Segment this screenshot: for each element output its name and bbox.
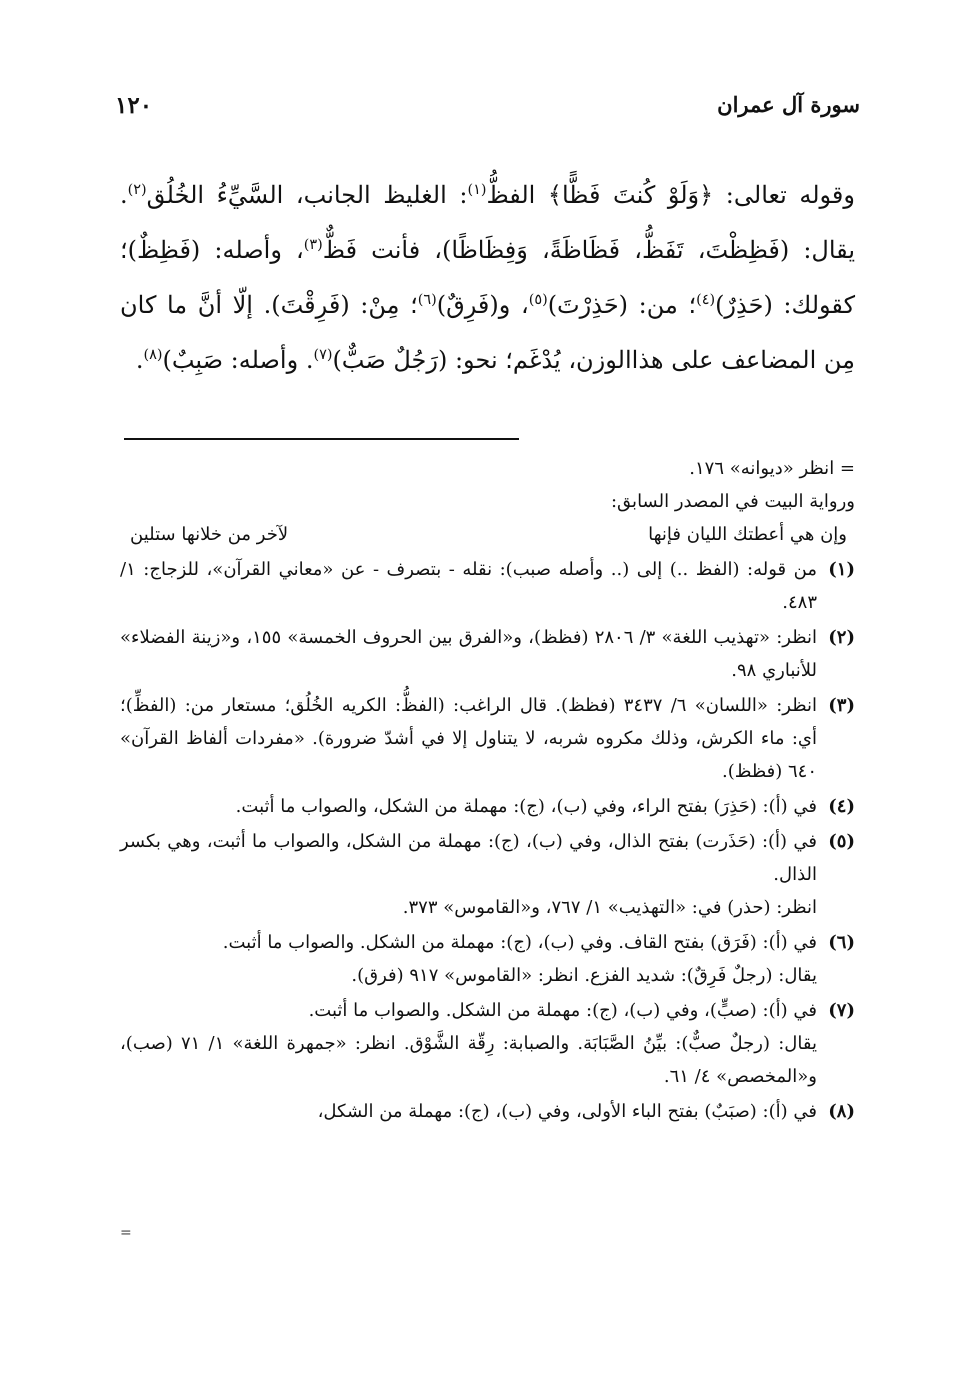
main-text-segment: ، و(فَرِقٌ) bbox=[436, 291, 529, 319]
footnote-ref[interactable]: (٥) bbox=[528, 292, 548, 308]
main-text bbox=[120, 168, 855, 388]
footnote-text: انظر: «تهذيب اللغة» ٣/ ٢٨٠٦ (فظظ)، و«الفرق بين الحروف الخمسة» ١٥٥، و«زينة الفضلاء» للأنباري ٩٨. bbox=[120, 627, 817, 681]
footnote-ref[interactable]: (٢) bbox=[127, 182, 147, 198]
main-text-segment: . وأصله: صَبِبٌ) bbox=[162, 346, 314, 374]
main-text-segment: . يقال: (فَظِظْتَ، تَفَظُّ، فَظَاظَةً، وَفِظَاظًا)، فأنت فَظٌّ bbox=[120, 181, 855, 264]
footnote-number: (٣) bbox=[828, 695, 855, 716]
footnote-number: (٨) bbox=[828, 1101, 855, 1122]
footnote-text: في (أ): (حَذَرت) بفتح الذال، وفي (ب)، (ج): مهملة من الشكل، والصواب ما أثبت، وهي بكسر الذال. bbox=[120, 831, 817, 885]
continuation-mark: = bbox=[120, 1225, 132, 1241]
continuation-line: ورواية البيت في المصدر السابق: bbox=[610, 491, 855, 512]
footnote-text: انظر: (حذر) في: «التهذيب» ١/ ٧٦٧، و«القاموس» ٣٧٣. bbox=[402, 897, 817, 918]
main-text-segment: . bbox=[135, 346, 144, 374]
footnote-text: انظر: «اللسان» ٦/ ٣٤٣٧ (فظظ). قال الراغب: (الفظُّ: الكريه الخُلُق؛ مستعار من: (الفظِّ)؛ أي: ماء الكرش، وذلك مكروه شربه، لا يتناول إلا في أشدّ ضرورة). «مفردات ألفاظ القرآن» ٦٤٠ (فظظ). bbox=[120, 695, 817, 782]
footnote bbox=[120, 689, 855, 788]
footnote-text: يقال: (رجلٌ صبٌّ): بيِّنُ الصَّبَابَة. والصبابة: رِقّة الشَّوْق. انظر: «جمهرة اللغة» ١/ ٧١ (صب)، و«المخصص» ٤/ ٦١. bbox=[120, 1033, 817, 1087]
footnote-separator bbox=[124, 438, 519, 440]
footnote bbox=[120, 621, 855, 687]
footnote-ref[interactable]: (٧) bbox=[313, 347, 333, 363]
footnote bbox=[120, 790, 855, 823]
footnote-number: (٤) bbox=[828, 796, 855, 817]
footnote-number: (٧) bbox=[828, 1000, 855, 1021]
main-text-segment: : الغليظ الجانب، السَّيِّءُ الخُلُق bbox=[146, 181, 468, 209]
footnote-text: في (أ): (حَذِرَ) بفتح الراء، وفي (ب)، (ج): مهملة من الشكل، والصواب ما أثبت. bbox=[235, 796, 817, 817]
footnote-number: (٦) bbox=[828, 932, 855, 953]
footnote-ref[interactable]: (٨) bbox=[143, 347, 163, 363]
footnote-text: في (أ): (فَرَق) بفتح القاف. وفي (ب)، (ج): مهملة من الشكل. والصواب ما أثبت. bbox=[222, 932, 817, 953]
continuation-line: = انظر «ديوانه» ١٧٦. bbox=[689, 458, 855, 479]
main-text-segment: ، وأصله: (فَظِظٌ)؛ كقولك: (حَذِرٌ) bbox=[120, 236, 855, 319]
footnote-text: في (أ): (صبٍّ)، وفي (ب)، (ج): مهملة من الشكل. والصواب ما أثبت. bbox=[308, 1000, 817, 1021]
footnote-text: يقال: (رجلٌ فَرِقٌ): شديد الفزع. انظر: «القاموس» ٩١٧ (فرق). bbox=[351, 965, 817, 986]
footnote-number: (٥) bbox=[828, 831, 855, 852]
footnote-ref[interactable]: (١) bbox=[467, 182, 487, 198]
page-header bbox=[115, 92, 860, 132]
footnote-ref[interactable]: (٤) bbox=[696, 292, 716, 308]
footnote-continuation bbox=[120, 452, 855, 551]
verse-hemistich-second: لآخر من خلانها ستلين bbox=[130, 524, 289, 545]
footnote bbox=[120, 825, 855, 924]
main-text-segment: وقوله تعالى: ﴿وَلَوْ كُنتَ فَظًّا﴾ الفظُّ bbox=[486, 181, 855, 209]
main-text-segment: ؛ مِنْ: (فَرِقْتَ). إلّا أنَّ ما كان مِن المضاعف على هذاالوزن، يُدْغَم؛ نحو: (رَجُلٌ صَبٌّ) bbox=[120, 291, 855, 374]
poetry-verse bbox=[120, 518, 855, 551]
footnote bbox=[120, 553, 855, 619]
footnote bbox=[120, 1095, 855, 1128]
footnote-ref[interactable]: (٦) bbox=[417, 292, 437, 308]
footnote-number: (١) bbox=[828, 559, 855, 580]
main-text-segment: ؛ من: (حَذِرْتَ) bbox=[547, 291, 697, 319]
footnote-text: من قوله: (الفظ ..) إلى (.. وأصله صبب): نقله - بتصرف - عن «معاني القرآن»، للزجاج: ١/ ٤٨٣. bbox=[120, 559, 817, 613]
footnote-text: في (أ): (صبَبٌ) بفتح الباء الأولى، وفي (ب)، (ج): مهملة من الشكل، bbox=[317, 1101, 817, 1122]
footnotes-section bbox=[120, 452, 855, 1128]
footnote bbox=[120, 926, 855, 992]
surah-title: سورة آل عمران bbox=[717, 92, 860, 117]
footnote-ref[interactable]: (٣) bbox=[303, 237, 323, 253]
page-number: ١٢٠ bbox=[115, 92, 153, 119]
verse-hemistich-first: وإن هي أعطتك الليان فإنها bbox=[648, 524, 847, 545]
footnote bbox=[120, 994, 855, 1093]
footnote-number: (٢) bbox=[828, 627, 855, 648]
